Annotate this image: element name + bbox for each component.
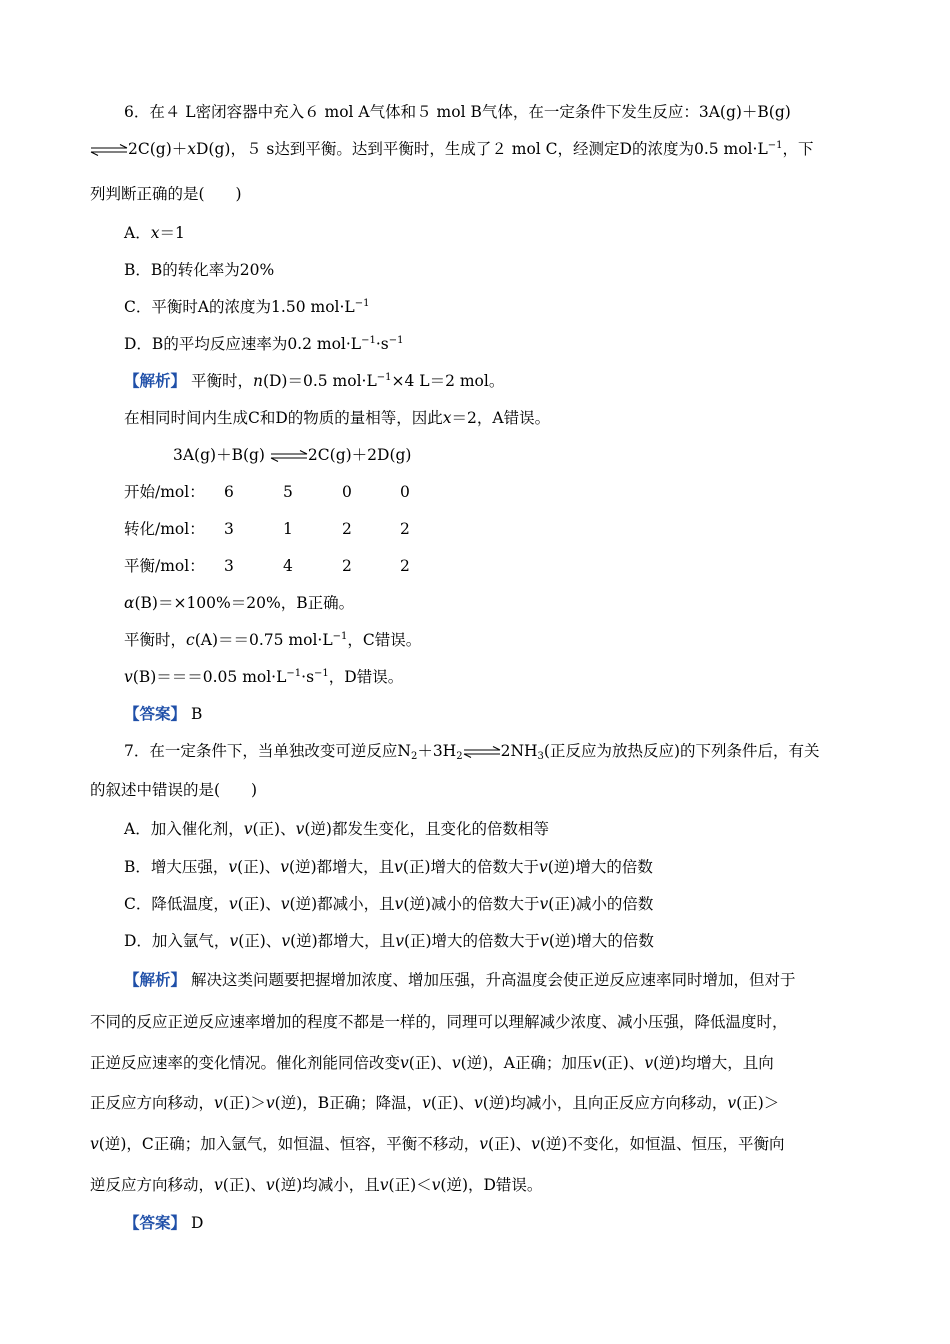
q6-answer-line: 【答案】 B bbox=[124, 704, 203, 723]
table-cell: 4 bbox=[283, 557, 293, 575]
q7-analysis-line-2: 不同的反应正逆反应速率增加的程度不都是一样的，同理可以理解减少浓度、减小压强，降低温度时， bbox=[90, 1013, 788, 1031]
q6-ca-line: 平衡时，c(A)＝＝0.75 $mol\cdot L^{-1}$，C错误。 bbox=[124, 631, 422, 649]
table-cell: 5 bbox=[283, 483, 293, 501]
q6-line-1 bbox=[124, 101, 791, 123]
q7-answer-line: 【答案】 D bbox=[124, 1213, 204, 1232]
table-cell: 3 bbox=[224, 557, 234, 575]
q6-option-a: A．x＝1 bbox=[124, 224, 185, 242]
q6-line-3: 列判断正确的是( ) bbox=[90, 185, 242, 203]
q7-line-1: 7．在一定条件下，当单独改变可逆反应$N_2+3H_2$ $2NH_3$(正反应为放热反应)的下列条件后，有关 bbox=[124, 742, 820, 762]
q6-option-c: C．平衡时A的浓度为1.50 $mol\cdot L^{-1}$ bbox=[124, 298, 370, 316]
q6-vb-line: v(B)＝＝＝0.05 $mol\cdot L^{-1}\cdot s^{-1}$，D错误。 bbox=[124, 668, 404, 686]
q7-line-2: 的叙述中错误的是( ) bbox=[90, 781, 258, 799]
table-cell: 2 bbox=[342, 557, 352, 575]
table-cell: 1 bbox=[283, 520, 293, 538]
analysis-tag: 【解析】 bbox=[124, 371, 187, 390]
q6-analysis-line-1: 【解析】 平衡时，n(D)＝0.5 $mol\cdot L^{-1}\times 4$ L＝2 mol。 bbox=[124, 371, 505, 390]
q7-analysis-line-6: 逆反应方向移动，v(正)、v(逆)均减小，且v(正)＜v(逆)，D错误。 bbox=[90, 1176, 543, 1194]
table-cell: 2 bbox=[342, 520, 352, 538]
q6-option-b: B．B的转化率为20% bbox=[124, 261, 275, 279]
equilibrium-arrow-icon bbox=[270, 450, 308, 462]
analysis-tag: 【解析】 bbox=[124, 970, 187, 989]
q6-reaction-equation: 3A(g)＋B(g) 2C(g)＋2D(g) bbox=[173, 446, 412, 464]
q7-analysis-line-5: v(逆)，C正确；加入氩气，如恒温、恒容，平衡不移动，v(正)、v(逆)不变化，如恒温、恒压，平衡向 bbox=[90, 1135, 785, 1153]
q7-option-a: A．加入催化剂，v(正)、v(逆)都发生变化，且变化的倍数相等 bbox=[124, 820, 549, 838]
q6-line-2: 2C(g)＋xD(g)，５ s达到平衡。达到平衡时，生成了２ mol C，经测定D的浓度为0.5 $mol\cdot L^{-1}$，下 bbox=[90, 138, 814, 160]
table-cell: 0 bbox=[400, 483, 410, 501]
table-cell: 2 bbox=[400, 557, 410, 575]
table-row-label: 平衡/mol： bbox=[124, 557, 205, 575]
q6-stem-text: 6．在４ L密闭容器中充入６ mol A气体和５ mol B气体，在一定条件下发生反应：3A(g)＋B(g) bbox=[124, 103, 791, 121]
table-cell: 0 bbox=[342, 483, 352, 501]
q7-analysis-line-4: 正反应方向移动，v(正)＞v(逆)，B正确；降温，v(正)、v(逆)均减小，且向正反应方向移动，v(正)＞ bbox=[90, 1094, 780, 1112]
answer-tag: 【答案】 bbox=[124, 704, 187, 723]
table-cell: 3 bbox=[224, 520, 234, 538]
table-row-label: 开始/mol： bbox=[124, 483, 205, 501]
q7-option-c: C．降低温度，v(正)、v(逆)都减小，且v(逆)减小的倍数大于v(正)减小的倍数 bbox=[124, 895, 654, 913]
q7-analysis-line-1: 【解析】 解决这类问题要把握增加浓度、增加压强，升高温度会使正逆反应速率同时增加，但对于 bbox=[124, 970, 796, 989]
q6-alpha-line: α(B)＝×100%＝20%，B正确。 bbox=[124, 594, 355, 612]
equilibrium-arrow-icon bbox=[90, 144, 128, 156]
q7-option-b: B．增大压强，v(正)、v(逆)都增大，且v(正)增大的倍数大于v(逆)增大的倍数 bbox=[124, 858, 653, 876]
q6-option-d: D．B的平均反应速率为0.2 $mol\cdot L^{-1}\cdot s^{-1}$ bbox=[124, 335, 404, 353]
q6-analysis-line-2: 在相同时间内生成C和D的物质的量相等，因此x＝2，A错误。 bbox=[124, 409, 551, 427]
q7-option-d: D．加入氩气，v(正)、v(逆)都增大，且v(正)增大的倍数大于v(逆)增大的倍数 bbox=[124, 932, 654, 950]
table-cell: 2 bbox=[400, 520, 410, 538]
q7-analysis-line-3: 正逆反应速率的变化情况。催化剂能同倍改变v(正)、v(逆)，A正确；加压v(正)、v(逆)均增大，且向 bbox=[90, 1054, 774, 1072]
table-cell: 6 bbox=[224, 483, 234, 501]
equilibrium-arrow-icon bbox=[463, 746, 501, 758]
answer-tag: 【答案】 bbox=[124, 1213, 187, 1232]
table-row-label: 转化/mol： bbox=[124, 520, 205, 538]
